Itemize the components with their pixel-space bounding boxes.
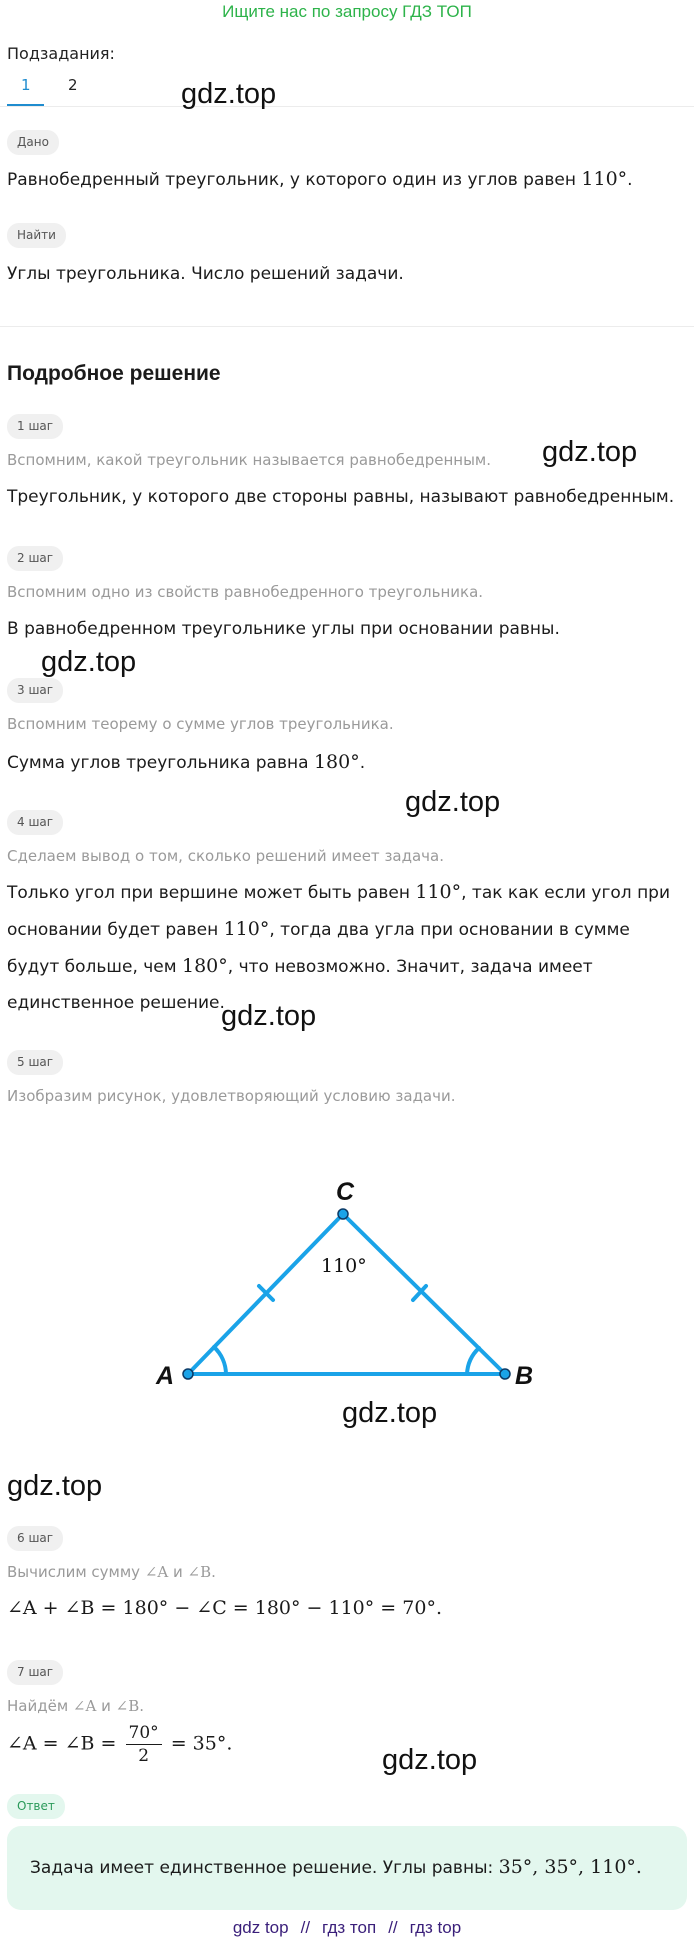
step-6-hint — [7, 1563, 216, 1581]
step-4-value-1: 110° — [415, 881, 462, 903]
triangle-side-bc — [343, 1214, 505, 1374]
vertex-b-label: B — [515, 1362, 534, 1390]
watermark: gdz.top — [542, 436, 638, 468]
step-7-hint-end: . — [139, 1697, 145, 1715]
step-2-text: В равнобедренном треугольнике углы при основании равны. — [7, 619, 560, 639]
step-1-badge: 1 шаг — [7, 414, 63, 439]
step-6-hint-angle-a: ∠A — [144, 1563, 169, 1581]
step-7-formula — [7, 1722, 232, 1767]
step-7-hint-text: Найдём — [7, 1697, 69, 1715]
step-1-hint: Вспомним, какой треугольник называется равнобедренным. — [7, 451, 492, 469]
step-7-formula-right: = 35°. — [170, 1732, 233, 1755]
vertex-a-point — [183, 1369, 193, 1379]
angle-arc-b — [467, 1348, 479, 1374]
watermark: gdz.top — [382, 1744, 478, 1776]
watermark: gdz.top — [41, 646, 137, 678]
footer-link-gdz-top[interactable]: gdz top — [232, 1918, 289, 1937]
step-7-hint-angle-b: ∠B — [115, 1697, 140, 1715]
step-6-badge: 6 шаг — [7, 1526, 63, 1551]
step-6-hint-and: и — [173, 1563, 183, 1581]
step-3-end: . — [359, 753, 366, 773]
vertex-c-label: C — [336, 1178, 355, 1206]
step-4-hint: Сделаем вывод о том, сколько решений имеет задача. — [7, 847, 444, 865]
step-6-formula: ∠A + ∠B = 180° − ∠C = 180° − 110° = 70°. — [7, 1597, 442, 1619]
step-7-fraction — [126, 1722, 162, 1767]
step-4-badge: 4 шаг — [7, 810, 63, 835]
step-3-hint: Вспомним теорему о сумме углов треугольника. — [7, 715, 394, 733]
step-3-statement: Сумма углов треугольника равна — [7, 753, 309, 773]
step-3-value: 180° — [313, 751, 360, 773]
given-angle-value: 110° — [581, 168, 628, 190]
step-5-hint: Изобразим рисунок, удовлетворяющий условию задачи. — [7, 1087, 456, 1105]
vertex-a-label: A — [156, 1362, 175, 1390]
step-7-hint-angle-a: ∠A — [72, 1697, 97, 1715]
step-4-text — [7, 874, 687, 1021]
fraction-numerator: 70° — [126, 1722, 162, 1745]
tabs-divider — [0, 106, 694, 107]
given-text: Равнобедренный треугольник, у которого один из углов равен 110°. — [7, 168, 633, 190]
tab-subtask-1[interactable]: 1 — [21, 76, 31, 94]
vertex-c-point — [338, 1209, 348, 1219]
step-2-hint: Вспомним одно из свойств равнобедренного треугольника. — [7, 583, 484, 601]
step-6-hint-text: Вычислим сумму — [7, 1563, 141, 1581]
step-5-badge: 5 шаг — [7, 1050, 63, 1075]
step-4-part-4: , что невозможно. Значит, задача имеет единственное решение. — [7, 957, 593, 1013]
solution-title: Подробное решение — [7, 362, 221, 385]
step-4-part-1: Только угол при вершине может быть равен — [7, 883, 410, 903]
step-4-part-3: , тогда два угла при основании в сумме будут больше, чем — [7, 920, 630, 977]
angle-arc-a — [214, 1347, 226, 1374]
watermark: gdz.top — [7, 1470, 103, 1502]
step-1-text: Треугольник, у которого две стороны равны, называют равнобедренным. — [7, 487, 675, 507]
given-badge: Дано — [7, 130, 59, 155]
section-divider — [0, 326, 694, 327]
angle-c-label: 110° — [321, 1255, 367, 1277]
step-6-hint-end: . — [211, 1563, 216, 1581]
watermark: gdz.top — [405, 786, 501, 818]
find-badge: Найти — [7, 223, 66, 248]
step-7-hint-and: и — [101, 1697, 111, 1715]
step-4-part-2: , так как если угол при основании будет равен — [7, 883, 671, 940]
footer-link-gdz-top-mixed[interactable]: гдз top — [409, 1918, 462, 1937]
step-3-text — [7, 751, 365, 773]
answer-values: 35°, 35°, 110°. — [498, 1856, 642, 1878]
step-2-badge: 2 шаг — [7, 546, 63, 571]
step-7-formula-left: ∠A = ∠B = — [7, 1732, 117, 1755]
triangle-figure — [140, 1170, 560, 1410]
step-3-badge: 3 шаг — [7, 678, 63, 703]
find-text: Углы треугольника. Число решений задачи. — [7, 264, 404, 284]
footer-separator: // — [300, 1918, 311, 1937]
answer-badge: Ответ — [7, 1794, 65, 1819]
answer-statement: Задача имеет единственное решение. Углы равны: — [30, 1858, 494, 1878]
footer-link-gdz-top-ru[interactable]: гдз топ — [322, 1918, 377, 1937]
answer-text — [30, 1856, 642, 1878]
watermark: gdz.top — [342, 1397, 438, 1429]
footer-separator: // — [388, 1918, 398, 1937]
vertex-b-point — [500, 1369, 510, 1379]
fraction-denominator: 2 — [138, 1746, 150, 1766]
tab-subtask-2[interactable]: 2 — [68, 76, 78, 94]
step-6-hint-angle-b: ∠B — [187, 1563, 212, 1581]
given-statement: Равнобедренный треугольник, у которого один из углов равен — [7, 170, 576, 190]
watermark: gdz.top — [181, 78, 277, 110]
step-4-value-3: 180° — [182, 955, 228, 977]
step-7-hint — [7, 1697, 144, 1715]
promo-banner[interactable]: Ищите нас по запросу ГДЗ ТОП — [222, 2, 472, 21]
step-4-value-2: 110° — [223, 918, 270, 940]
subtasks-label: Подзадания: — [7, 44, 115, 63]
watermark: gdz.top — [221, 1000, 317, 1032]
footer-links — [0, 1918, 694, 1938]
step-7-badge: 7 шаг — [7, 1660, 63, 1685]
